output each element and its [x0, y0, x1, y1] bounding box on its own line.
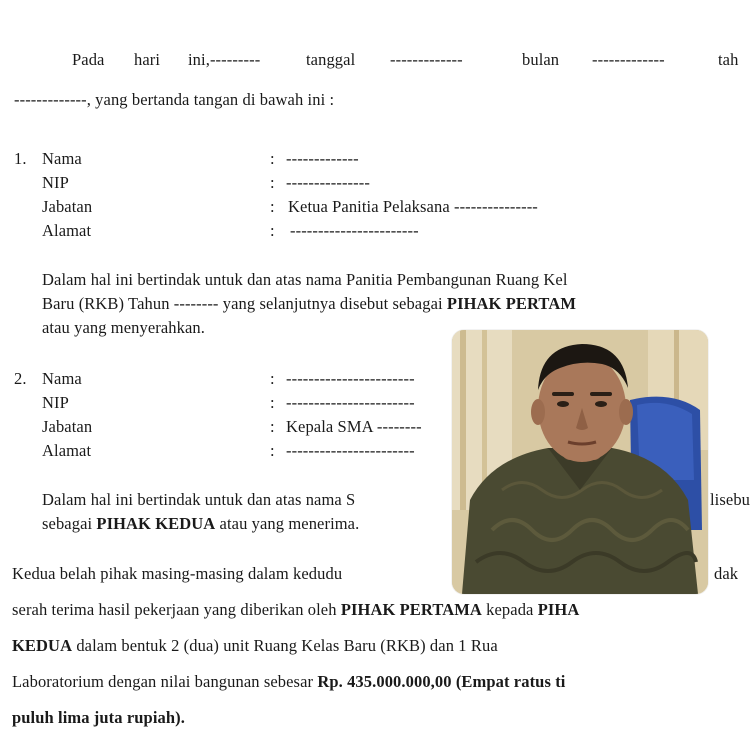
portrait-photo [452, 330, 708, 594]
bulan-blank: ------------- [592, 50, 665, 69]
party2-desc-line-2 [42, 514, 359, 534]
eyebrow-left [552, 392, 574, 396]
closing-line-5: puluh lima juta rupiah). [12, 708, 185, 727]
party2-jabatan-colon: : [270, 417, 275, 436]
party2-number: 2. [14, 369, 27, 388]
party1-number: 1. [14, 149, 27, 168]
party2-jabatan-label: Jabatan [42, 417, 93, 436]
party2-desc-line-1-right: lisebu [710, 490, 750, 509]
portrait-illustration [452, 330, 708, 594]
party2-name-value: ----------------------- [286, 369, 415, 388]
party1-desc-line-3: atau yang menyerahkan. [42, 318, 206, 337]
party1-desc-line-2-text: Baru (RKB) Tahun -------- yang selanjutnya disebut sebagai [42, 294, 447, 313]
intro-line-2: -------------, yang bertanda tangan di bawah ini : [14, 90, 335, 109]
party2-alamat-label: Alamat [42, 441, 92, 460]
ear-right [619, 399, 633, 425]
party1-nip-row [0, 172, 750, 194]
closing-line-2-prefix: serah terima hasil pekerjaan yang diberikan oleh [12, 600, 341, 619]
word-pada: Pada [72, 50, 105, 69]
closing-amount: Rp. 435.000.000,00 (Empat ratus ti [317, 672, 566, 691]
party2-alamat-value: ----------------------- [286, 441, 415, 460]
closing-pihak-kedua-start: PIHA [537, 600, 580, 619]
party1-name-row [0, 148, 750, 170]
pihak-kedua-label: PIHAK KEDUA [96, 514, 216, 533]
party2-name-colon: : [270, 369, 275, 388]
closing-line-4-prefix: Laboratorium dengan nilai bangunan sebesar [12, 672, 318, 691]
party2-nip-colon: : [270, 393, 275, 412]
ear-left [531, 399, 545, 425]
party1-alamat-row [0, 220, 750, 242]
word-ini: ini,--------- [188, 50, 261, 69]
closing-line-3 [12, 636, 498, 656]
closing-line-3-rest: dalam bentuk 2 (dua) unit Ruang Kelas Baru (RKB) dan 1 Rua [72, 636, 498, 655]
word-hari: hari [134, 50, 161, 69]
pihak-pertama-label: PIHAK PERTAM [446, 294, 577, 313]
closing-kedua: KEDUA [12, 636, 73, 655]
party2-nip-value: ----------------------- [286, 393, 415, 412]
party2-nip-label: NIP [42, 393, 69, 412]
party2-desc-line-1-left: Dalam hal ini bertindak untuk dan atas nama S [42, 490, 356, 509]
tanggal-blank: ------------- [390, 50, 463, 69]
party1-desc-line-1: Dalam hal ini bertindak untuk dan atas nama Panitia Pembangunan Ruang Kel [42, 270, 568, 289]
party1-nip-label: NIP [42, 173, 69, 192]
party1-jabatan-label: Jabatan [42, 197, 93, 216]
party1-alamat-value: ----------------------- [290, 221, 419, 240]
closing-line-2-mid: kepada [481, 600, 538, 619]
party1-desc-line-2 [42, 294, 576, 314]
eye-right [595, 401, 607, 407]
closing-line-1-right: dak [714, 564, 739, 583]
party1-jabatan-colon: : [270, 197, 275, 216]
party2-jabatan-value: Kepala SMA -------- [286, 417, 422, 436]
party1-name-colon: : [270, 149, 275, 168]
party1-name-value: ------------- [286, 149, 359, 168]
party2-desc-suffix: atau yang menerima. [215, 514, 360, 533]
eyebrow-right [590, 392, 612, 396]
party2-alamat-colon: : [270, 441, 275, 460]
closing-line-2 [12, 600, 579, 620]
curtain-fold-1 [460, 330, 466, 510]
party1-name-label: Nama [42, 149, 82, 168]
party1-nip-value: --------------- [286, 173, 370, 192]
closing-line-4 [12, 672, 565, 692]
party1-alamat-label: Alamat [42, 221, 92, 240]
word-tah: tah [718, 50, 739, 69]
party2-name-label: Nama [42, 369, 82, 388]
party1-jabatan-row [0, 196, 750, 218]
party2-desc-prefix: sebagai [42, 514, 97, 533]
word-tanggal: tanggal [306, 50, 356, 69]
party1-alamat-colon: : [270, 221, 275, 240]
party1-jabatan-value: Ketua Panitia Pelaksana --------------- [288, 197, 538, 216]
closing-line-1-left: Kedua belah pihak masing-masing dalam kedudu [12, 564, 343, 583]
closing-pihak-pertama: PIHAK PERTAMA [340, 600, 482, 619]
party1-nip-colon: : [270, 173, 275, 192]
word-bulan: bulan [522, 50, 560, 69]
eye-left [557, 401, 569, 407]
